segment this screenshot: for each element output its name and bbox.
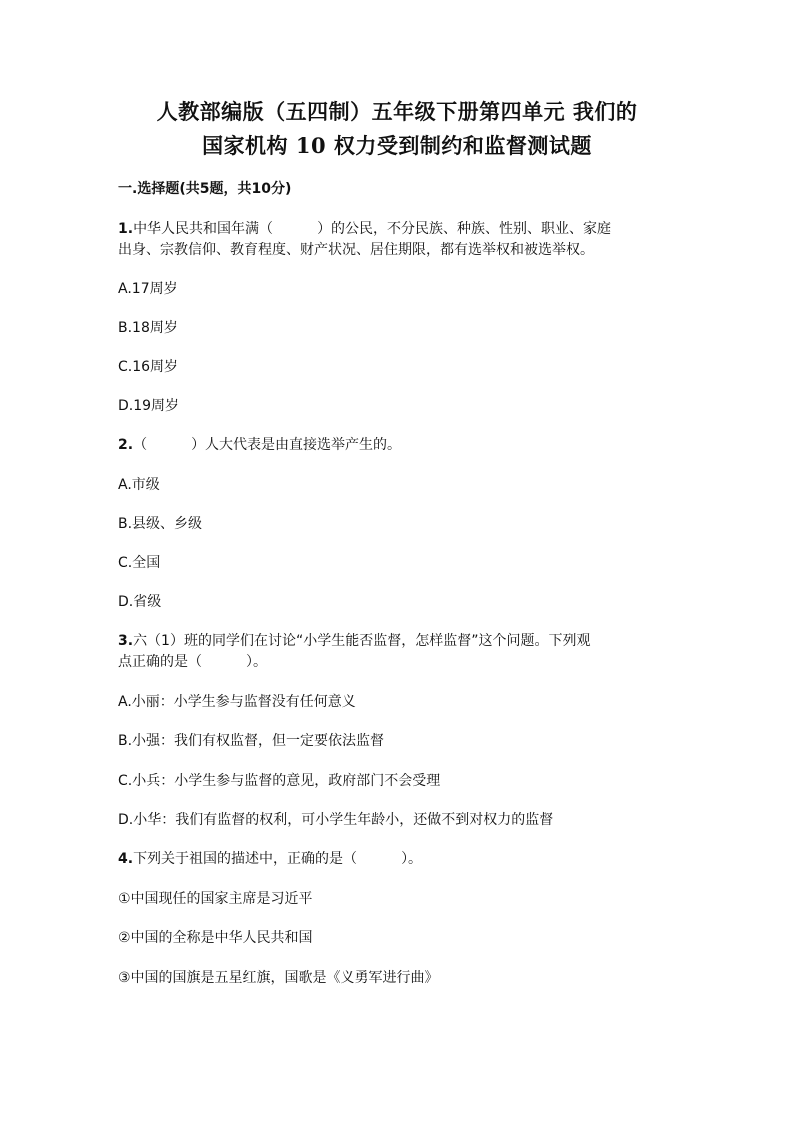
section-heading: 一.选择题(共5题，共10分) (118, 181, 292, 197)
question-1-number: 1. (118, 221, 134, 237)
question-4-statement-2: ②中国的全称是中华人民共和国 (118, 930, 313, 946)
page-title-line-1: 人教部编版（五四制）五年级下册第四单元 我们的 (156, 99, 638, 124)
question-3-option-a: A.小丽：小学生参与监督没有任何意义 (118, 694, 356, 710)
question-1-option-c: C.16周岁 (118, 359, 179, 375)
question-2-option-a: A.市级 (118, 477, 160, 493)
question-1-stem-line-1: 1.中华人民共和国年满（ ）的公民，不分民族、种族、性别、职业、家庭 (118, 221, 612, 237)
question-2-option-d: D.省级 (118, 594, 162, 610)
question-3-stem-line-2: 点正确的是（ ）。 (118, 654, 267, 670)
question-4-statement-1: ①中国现任的国家主席是习近平 (118, 891, 313, 907)
question-1-option-d: D.19周岁 (118, 398, 180, 414)
question-2-stem: 2.（ ）人大代表是由直接选举产生的。 (118, 437, 402, 453)
question-3-option-d: D.小华：我们有监督的权利，可小学生年龄小，还做不到对权力的监督 (118, 812, 554, 828)
page-title-line-2: 国家机构 10 权力受到制约和监督测试题 (202, 133, 592, 158)
question-2-option-c: C.全国 (118, 555, 161, 571)
question-4-statement-3: ③中国的国旗是五星红旗，国歌是《义勇军进行曲》 (118, 970, 439, 986)
question-3-option-c: C.小兵：小学生参与监督的意见，政府部门不会受理 (118, 773, 441, 789)
question-4-number: 4. (118, 851, 134, 867)
question-2-option-b: B.县级、乡级 (118, 516, 203, 532)
question-1-option-a: A.17周岁 (118, 281, 178, 297)
question-4-stem: 4.下列关于祖国的描述中，正确的是（ ）。 (118, 851, 423, 867)
question-1-stem-line-2: 出身、宗教信仰、教育程度、财产状况、居住期限，都有选举权和被选举权。 (118, 242, 594, 258)
question-2-number: 2. (118, 437, 134, 453)
question-1-option-b: B.18周岁 (118, 320, 178, 336)
question-3-number: 3. (118, 633, 134, 649)
question-3-stem-line-1: 3.六（1）班的同学们在讨论“小学生能否监督，怎样监督”这个问题。下列观 (118, 633, 591, 649)
question-3-option-b: B.小强：我们有权监督，但一定要依法监督 (118, 733, 385, 749)
